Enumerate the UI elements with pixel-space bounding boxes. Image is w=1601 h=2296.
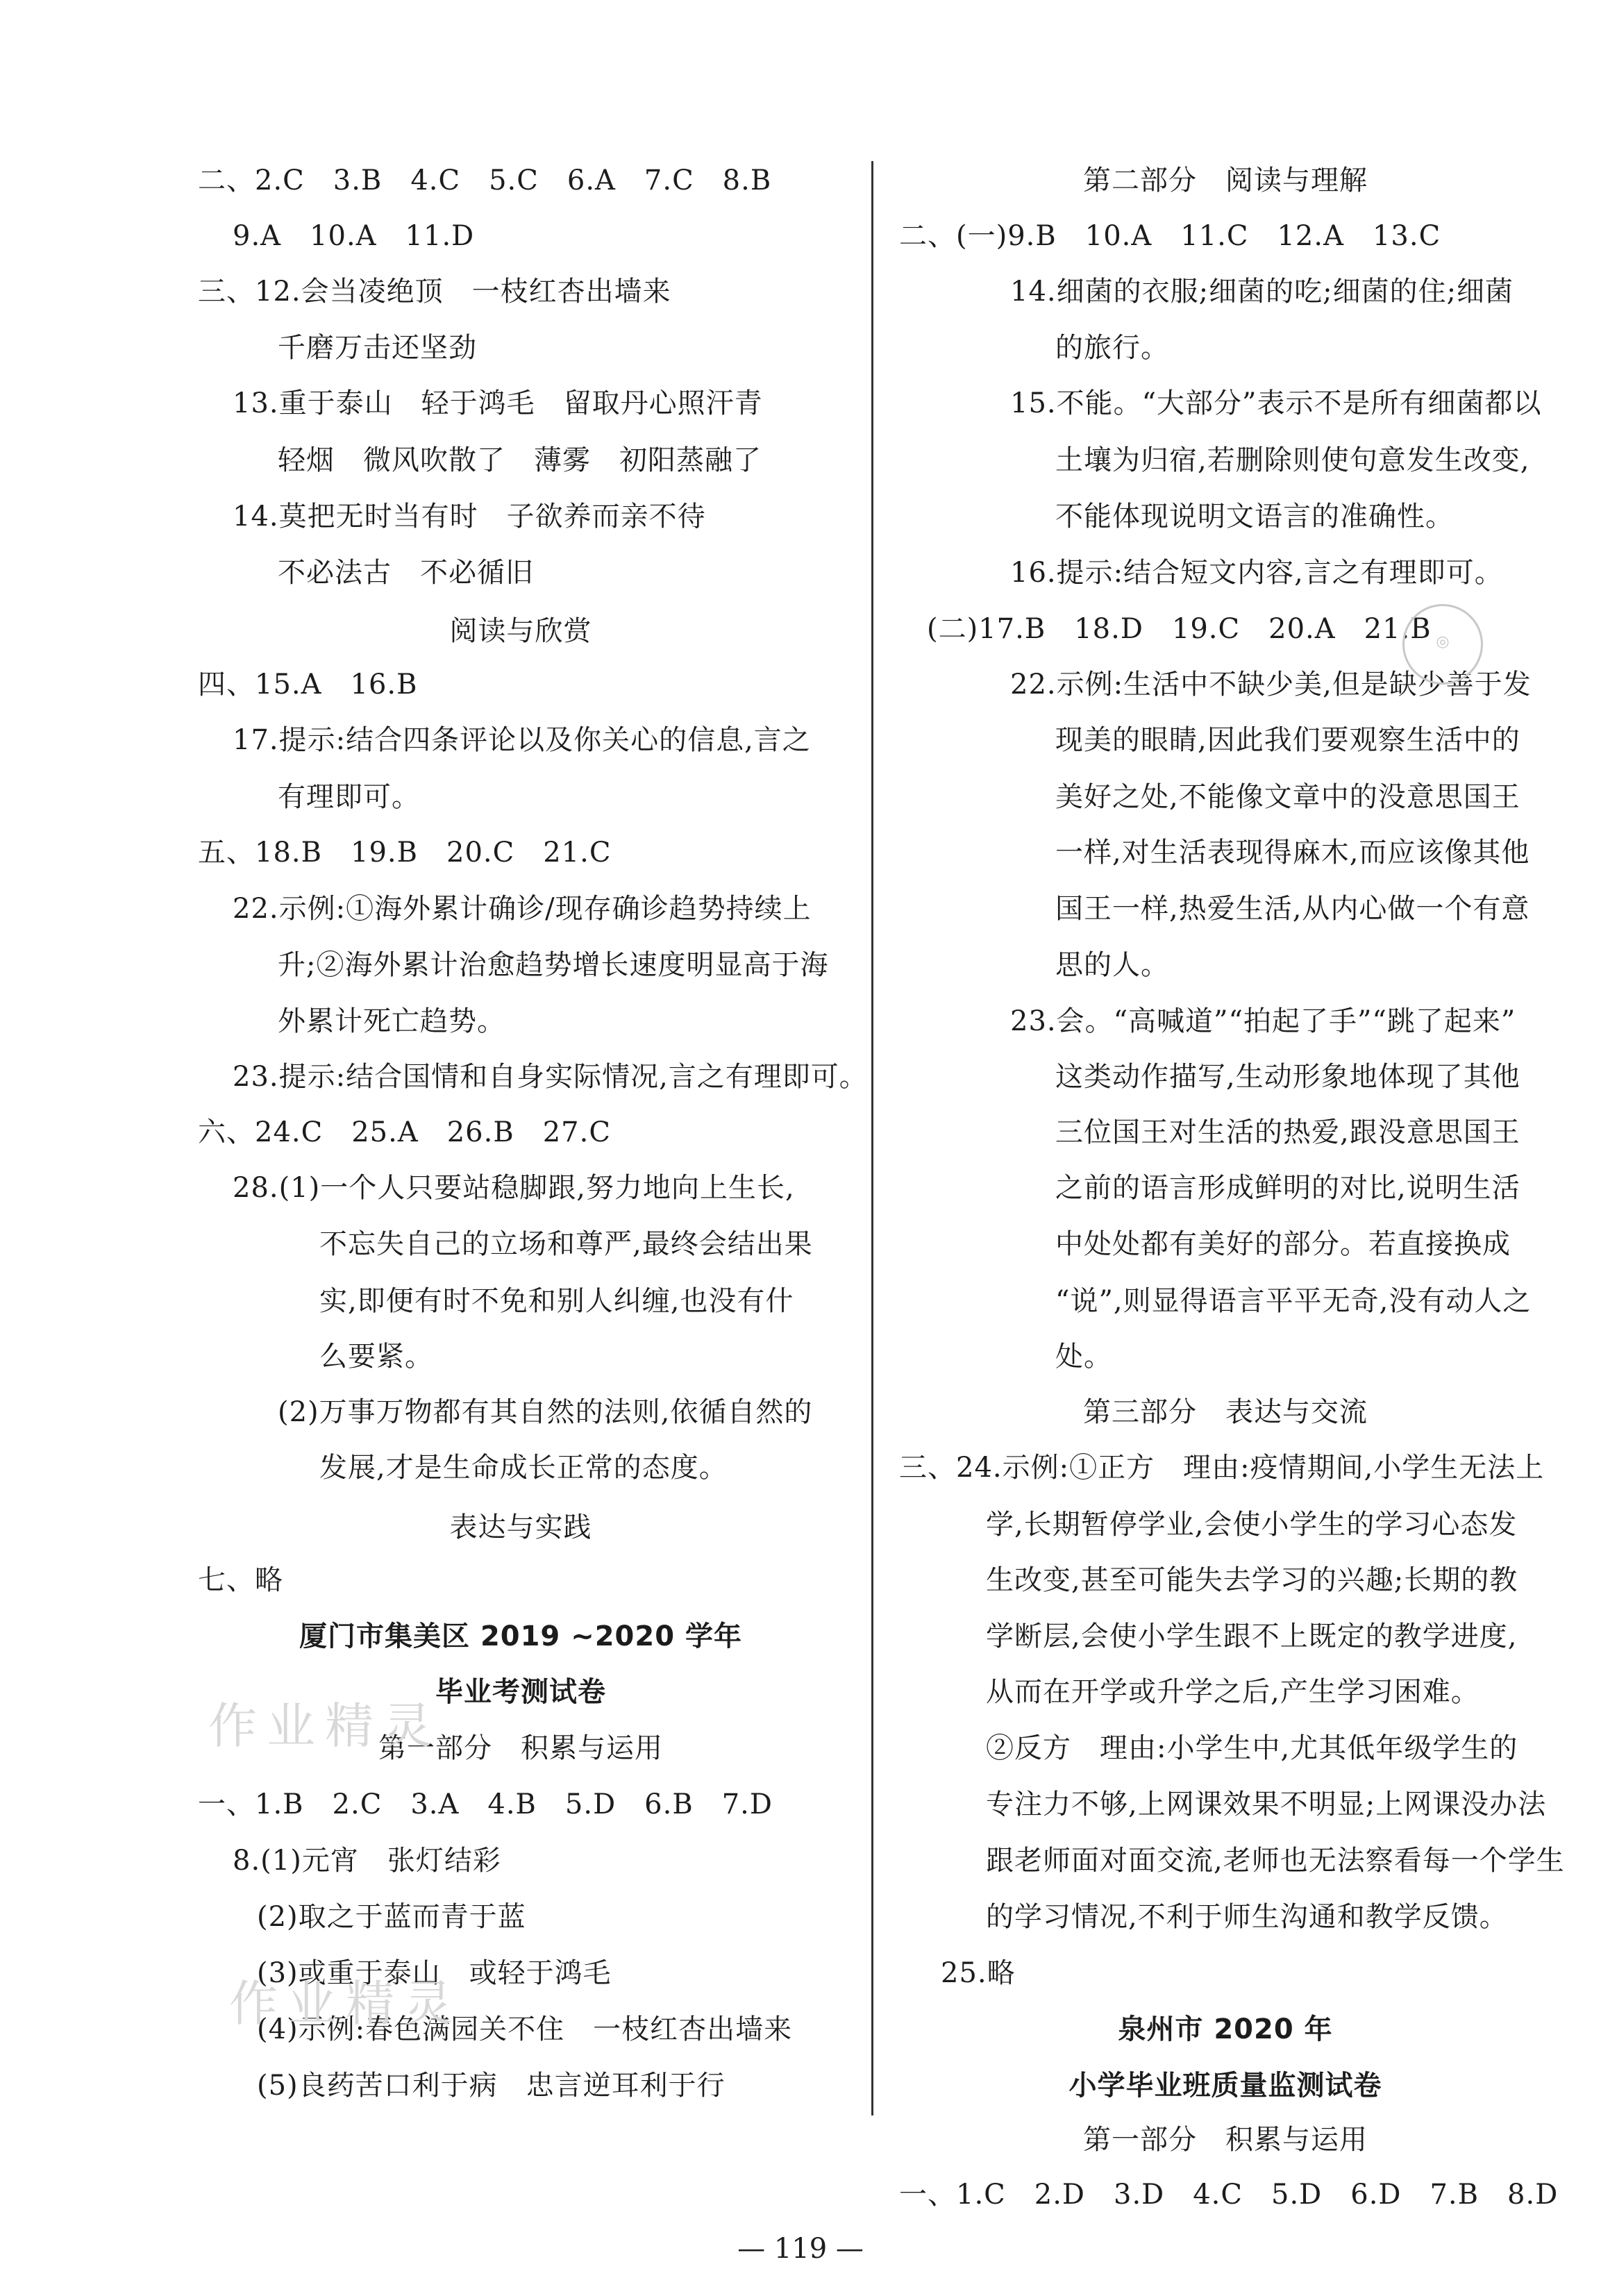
answer-line: (二)17.B 18.D 19.C 20.A 21.B bbox=[927, 613, 1432, 645]
exam-subtitle: 小学毕业班质量监测试卷 bbox=[1068, 2070, 1382, 2102]
answer-line: 13.重于泰山 轻于鸿毛 留取丹心照汗青 bbox=[233, 387, 763, 419]
answer-line: 轻烟 微风吹散了 薄雾 初阳蒸融了 bbox=[278, 444, 762, 476]
answer-line: 从而在开学或升学之后,产生学习困难。 bbox=[986, 1676, 1480, 1708]
answer-line: 之前的语言形成鲜明的对比,说明生活 bbox=[1055, 1172, 1520, 1204]
answer-line: (2)取之于蓝而青于蓝 bbox=[257, 1901, 526, 1933]
answer-line: 一样,对生活表现得麻木,而应该像其他 bbox=[1055, 837, 1530, 869]
answer-line: (3)或重于泰山 或轻于鸿毛 bbox=[257, 1957, 612, 1989]
exam-title: 泉州市 2020 年 bbox=[1118, 2013, 1333, 2045]
answer-line: (5)良药苦口利于病 忠言逆耳利于行 bbox=[257, 2070, 726, 2102]
watermark-icon: 作业精灵 bbox=[229, 1975, 462, 2032]
answer-line: 9.A 10.A 11.D bbox=[233, 220, 475, 252]
answer-line: 六、24.C 25.A 26.B 27.C bbox=[198, 1116, 611, 1148]
section-heading: 第三部分 表达与交流 bbox=[1083, 1396, 1368, 1428]
exam-title: 厦门市集美区 2019 ~2020 学年 bbox=[299, 1620, 742, 1652]
answer-line: 生改变,甚至可能失去学习的兴趣;长期的教 bbox=[986, 1564, 1518, 1596]
answer-line: 22.示例:生活中不缺少美,但是缺少善于发 bbox=[1010, 669, 1532, 701]
page-number: — 119 — bbox=[737, 2233, 864, 2265]
answer-line: 土壤为归宿,若删除则使句意发生改变, bbox=[1055, 444, 1530, 476]
stamp-icon: ◎ bbox=[1402, 604, 1483, 685]
answer-line: 处。 bbox=[1055, 1341, 1112, 1373]
answer-line: 17.提示:结合四条评论以及你关心的信息,言之 bbox=[233, 724, 811, 756]
answer-line: 23.提示:结合国情和自身实际情况,言之有理即可。 bbox=[233, 1061, 868, 1093]
answer-line: 么要紧。 bbox=[319, 1341, 433, 1373]
column-divider bbox=[871, 161, 873, 2115]
answer-line: 五、18.B 19.B 20.C 21.C bbox=[198, 837, 612, 869]
answer-line: (2)万事万物都有其自然的法则,依循自然的 bbox=[278, 1396, 813, 1428]
answer-line: 升;②海外累计治愈趋势增长速度明显高于海 bbox=[278, 949, 829, 981]
answer-line: 美好之处,不能像文章中的没意思国王 bbox=[1055, 781, 1520, 813]
answer-line: 三、12.会当凌绝顶 一枝红杏出墙来 bbox=[198, 276, 671, 308]
answer-line: 专注力不够,上网课效果不明显;上网课没办法 bbox=[986, 1788, 1547, 1820]
section-heading: 第二部分 阅读与理解 bbox=[1083, 165, 1368, 196]
section-heading: 第一部分 积累与运用 bbox=[378, 1732, 663, 1764]
answer-line: 外累计死亡趋势。 bbox=[278, 1005, 505, 1037]
answer-line: 学,长期暂停学业,会使小学生的学习心态发 bbox=[986, 1509, 1518, 1541]
answer-line: 现美的眼睛,因此我们要观察生活中的 bbox=[1055, 724, 1520, 756]
answer-line: 的学习情况,不利于师生沟通和教学反馈。 bbox=[986, 1901, 1508, 1933]
answer-line: 发展,才是生命成长正常的态度。 bbox=[319, 1452, 728, 1484]
section-heading: 表达与实践 bbox=[449, 1511, 592, 1543]
section-heading: 阅读与欣赏 bbox=[449, 615, 592, 647]
answer-line: ②反方 理由:小学生中,尤其低年级学生的 bbox=[986, 1732, 1518, 1764]
answer-line: 不必法古 不必循旧 bbox=[278, 557, 534, 589]
answer-line: (4)示例:春色满园关不住 一枝红杏出墙来 bbox=[257, 2013, 793, 2045]
answer-line: 一、1.B 2.C 3.A 4.B 5.D 6.B 7.D bbox=[198, 1788, 773, 1820]
answer-line: 实,即便有时不免和别人纠缠,也没有什 bbox=[319, 1285, 794, 1317]
answer-line: 二、(一)9.B 10.A 11.C 12.A 13.C bbox=[899, 220, 1441, 252]
answer-line: 8.(1)元宵 张灯结彩 bbox=[233, 1845, 501, 1877]
answer-line: 23.会。“高喊道”“拍起了手”“跳了起来” bbox=[1010, 1005, 1516, 1037]
answer-line: 三位国王对生活的热爱,跟没意思国王 bbox=[1055, 1116, 1520, 1148]
answer-line: “说”,则显得语言平平无奇,没有动人之 bbox=[1055, 1285, 1532, 1317]
answer-line: 28.(1)一个人只要站稳脚跟,努力地向上生长, bbox=[233, 1172, 795, 1204]
answer-line: 跟老师面对面交流,老师也无法察看每一个学生 bbox=[986, 1845, 1565, 1877]
answer-line: 学断层,会使小学生跟不上既定的教学进度, bbox=[986, 1620, 1518, 1652]
answer-line: 这类动作描写,生动形象地体现了其他 bbox=[1055, 1061, 1520, 1093]
answer-line: 四、15.A 16.B bbox=[198, 669, 418, 701]
answer-line: 不能体现说明文语言的准确性。 bbox=[1055, 501, 1454, 533]
answer-line: 一、1.C 2.D 3.D 4.C 5.D 6.D 7.B 8.D bbox=[899, 2179, 1559, 2211]
answer-line: 二、2.C 3.B 4.C 5.C 6.A 7.C 8.B bbox=[198, 165, 772, 196]
answer-line: 七、略 bbox=[198, 1564, 283, 1596]
answer-line: 国王一样,热爱生活,从内心做一个有意 bbox=[1055, 893, 1530, 925]
answer-line: 25.略 bbox=[941, 1957, 1016, 1989]
answer-line: 千磨万击还坚劲 bbox=[278, 332, 477, 364]
answer-line: 16.提示:结合短文内容,言之有理即可。 bbox=[1010, 557, 1503, 589]
answer-line: 中处处都有美好的部分。若直接换成 bbox=[1055, 1228, 1511, 1260]
watermark-icon: 作业精灵 bbox=[208, 1698, 442, 1754]
exam-subtitle: 毕业考测试卷 bbox=[435, 1676, 606, 1708]
answer-line: 14.细菌的衣服;细菌的吃;细菌的住;细菌 bbox=[1010, 276, 1514, 308]
section-heading: 第一部分 积累与运用 bbox=[1083, 2124, 1368, 2156]
answer-line: 22.示例:①海外累计确诊/现存确诊趋势持续上 bbox=[233, 893, 812, 925]
answer-line: 15.不能。“大部分”表示不是所有细菌都以 bbox=[1010, 387, 1542, 419]
answer-line: 有理即可。 bbox=[278, 781, 420, 813]
answer-line: 三、24.示例:①正方 理由:疫情期间,小学生无法上 bbox=[899, 1452, 1545, 1484]
answer-line: 思的人。 bbox=[1055, 949, 1169, 981]
answer-line: 不忘失自己的立场和尊严,最终会结出果 bbox=[319, 1228, 813, 1260]
answer-line: 的旅行。 bbox=[1055, 332, 1169, 364]
answer-line: 14.莫把无时当有时 子欲养而亲不待 bbox=[233, 501, 706, 533]
